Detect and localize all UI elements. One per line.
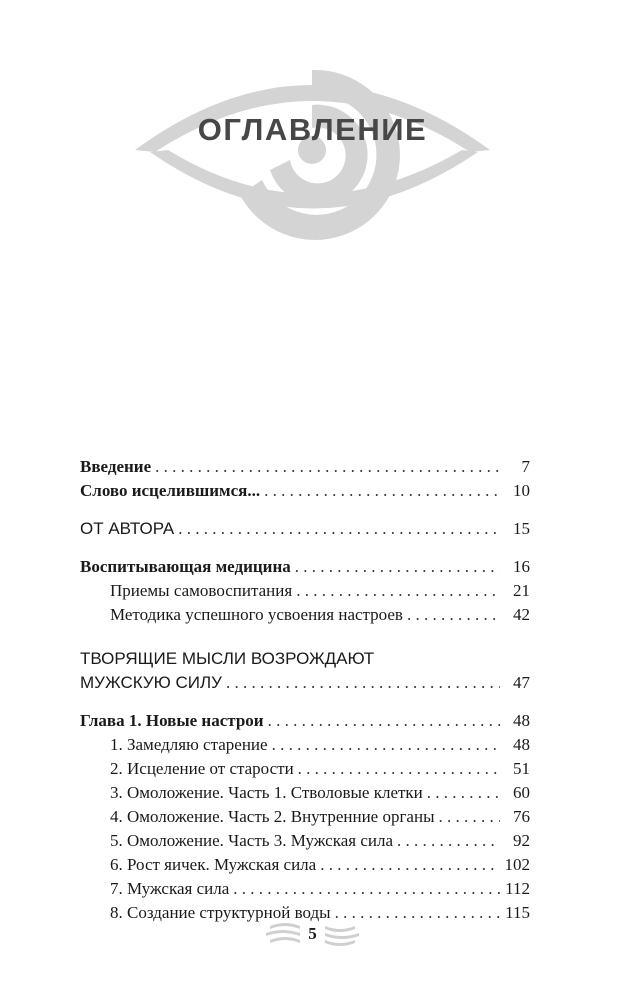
toc-entry-label: 1. Замедляю старение: [110, 735, 268, 754]
toc-entry-page: 15: [513, 519, 530, 538]
toc-entry-page: 21: [513, 581, 530, 600]
toc-entry[interactable]: [80, 555, 530, 579]
toc-entry-label: 6. Рост яичек. Мужская сила: [110, 855, 317, 874]
toc-subentry[interactable]: [80, 805, 530, 829]
toc-entry-page: 48: [513, 735, 530, 754]
toc-entry-label: ОТ АВТОРА: [80, 519, 175, 538]
toc-entry-page: 10: [513, 481, 530, 500]
leader-dots: [397, 829, 500, 853]
toc-entry-label: МУЖСКУЮ СИЛУ: [80, 673, 222, 692]
toc-subentry[interactable]: [80, 853, 530, 877]
leader-dots: [226, 671, 500, 695]
toc-subentry[interactable]: [80, 579, 530, 603]
toc-entry-label: 4. Омоложение. Часть 2. Внутренние органы: [110, 807, 435, 826]
leader-dots: [320, 853, 500, 877]
leader-dots: [298, 757, 500, 781]
toc-entry-page: 7: [521, 457, 530, 476]
toc-entry-page: 42: [513, 605, 530, 624]
toc-entry[interactable]: [80, 455, 530, 479]
toc-entry-label: 5. Омоложение. Часть 3. Мужская сила: [110, 831, 393, 850]
toc-entry-page: 51: [513, 759, 530, 778]
toc-entry-label: 7. Мужская сила: [110, 879, 230, 898]
toc-entry-page: 102: [504, 855, 530, 874]
toc-entry-label: Приемы самовоспитания: [110, 581, 293, 600]
toc-entry-label: 3. Омоложение. Часть 1. Стволовые клетки: [110, 783, 423, 802]
toc-entry-page: 76: [513, 807, 530, 826]
toc-entry-page: 47: [513, 673, 530, 692]
toc-entry-label: Введение: [80, 457, 152, 476]
table-of-contents: [80, 455, 530, 925]
chapter-header: [0, 0, 625, 260]
toc-entry-page: 92: [513, 831, 530, 850]
toc-entry-label: Методика успешного усвоения настроев: [110, 605, 403, 624]
toc-subentry[interactable]: [80, 877, 530, 901]
leader-dots: [178, 517, 500, 541]
leader-dots: [296, 579, 500, 603]
page-number: 5: [308, 924, 317, 943]
toc-entry-page: 48: [513, 711, 530, 730]
leader-dots: [268, 709, 500, 733]
toc-entry-page: 115: [505, 903, 530, 922]
leader-dots: [233, 877, 500, 901]
toc-entry-label: 2. Исцеление от старости: [110, 759, 294, 778]
toc-subentry[interactable]: [80, 829, 530, 853]
toc-section-entry[interactable]: [80, 517, 530, 541]
toc-section-entry[interactable]: [80, 671, 530, 695]
toc-entry[interactable]: [80, 709, 530, 733]
toc-subentry[interactable]: [80, 757, 530, 781]
toc-entry[interactable]: [80, 479, 530, 503]
leader-dots: [264, 479, 500, 503]
toc-title: ОГЛАВЛЕНИЕ: [197, 112, 428, 147]
toc-entry-label: Глава 1. Новые настрои: [80, 711, 264, 730]
toc-subentry[interactable]: [80, 733, 530, 757]
leader-dots: [439, 805, 501, 829]
toc-section-heading: ТВОРЯЩИЕ МЫСЛИ ВОЗРОЖДАЮТ: [80, 649, 375, 668]
leader-dots: [155, 455, 500, 479]
leader-dots: [272, 733, 500, 757]
toc-entry-label: 8. Создание структурной воды: [110, 903, 331, 922]
toc-entry-label: Слово исцелившимся...: [80, 481, 261, 500]
page-footer: [0, 914, 625, 954]
leader-dots: [295, 555, 500, 579]
leader-dots: [427, 781, 500, 805]
toc-subentry[interactable]: [80, 781, 530, 805]
toc-entry-label: Воспитывающая медицина: [80, 557, 291, 576]
leader-dots: [407, 603, 500, 627]
toc-entry-page: 60: [513, 783, 530, 802]
toc-subentry[interactable]: [80, 603, 530, 627]
toc-entry-page: 112: [505, 879, 530, 898]
toc-entry-page: 16: [513, 557, 530, 576]
